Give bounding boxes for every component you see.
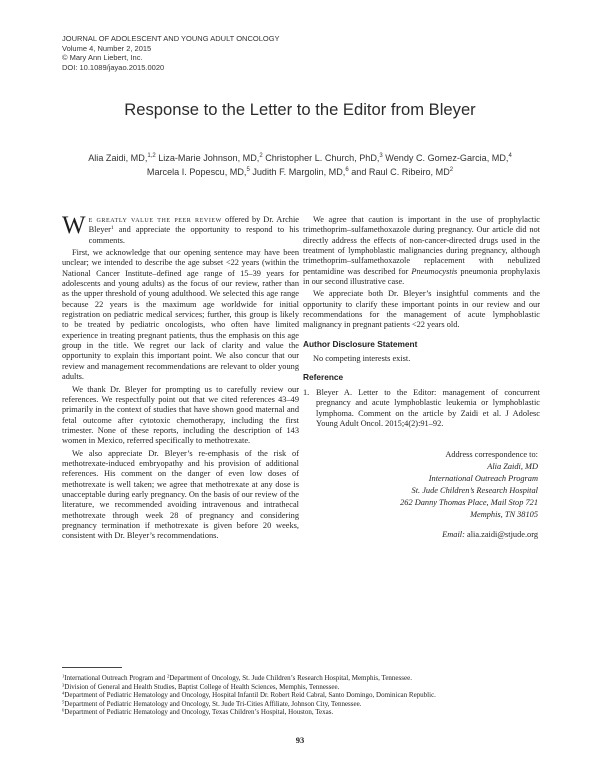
address-name: Alia Zaidi, MD bbox=[487, 462, 538, 472]
footnote-divider bbox=[62, 667, 122, 668]
references-heading: Reference bbox=[303, 372, 344, 383]
drop-cap: W bbox=[62, 212, 86, 239]
reference-item bbox=[303, 388, 540, 429]
footnote: $^5$Department of Pediatric Hematology and Oncology, St. Jude Tri-Cities Affiliate, Johnson City, Tennessee. bbox=[62, 699, 362, 708]
journal-doi: DOI: 10.1089/jayao.2015.0020 bbox=[62, 62, 165, 72]
author: Alia Zaidi, MD,$^{1,2}$ bbox=[88, 153, 156, 163]
page-number: 93 bbox=[295, 735, 305, 745]
author-list bbox=[60, 151, 540, 179]
reference-marker: 1 bbox=[110, 225, 114, 232]
reference-text: Bleyer A. Letter to the Editor: management of concurrent pregnancy and acute lymphoblastic leukemia or lymphoblastic lymphoma. Comment on the article by Zaidi et al. J Adolesc Young Adult Oncol. 2015;4(2):91–92. bbox=[316, 387, 540, 428]
email-link[interactable]: alia.zaidi@stjude.org bbox=[466, 529, 538, 539]
body-paragraph: We greatly value the peer review offered by Dr. Archie Bleyer$^1$ and appreciate the opportunity to respond to his comments. bbox=[62, 212, 300, 245]
author: Judith F. Margolin, MD,$^6$ bbox=[252, 167, 349, 177]
footnote: $^6$Department of Pediatric Hematology and Oncology, Texas Children’s Hospital, Houston, Texas. bbox=[62, 707, 334, 717]
reference-number: 1. bbox=[303, 387, 310, 397]
journal-volume: Volume 4, Number 2, 2015 bbox=[62, 43, 152, 53]
author: Wendy C. Gomez-Garcia, MD,$^4$ bbox=[385, 153, 512, 163]
body-column-left bbox=[62, 212, 300, 544]
address-street: 262 Danny Thomas Place, Mail Stop 721 bbox=[400, 498, 538, 508]
address-email-line bbox=[400, 529, 538, 541]
address-hospital: St. Jude Children’s Research Hospital bbox=[411, 486, 538, 496]
article-title: Response to the Letter to the Editor from Bleyer bbox=[124, 100, 476, 119]
footnote: $^4$Department of Pediatric Hematology and Oncology, Hospital Infantil Dr. Robert Reid Cabral, Santo Domingo, Dominican Republic. bbox=[62, 690, 436, 700]
disclosure-text: No competing interests exist. bbox=[313, 354, 411, 364]
journal-copyright: © Mary Ann Liebert, Inc. bbox=[62, 53, 143, 62]
address-city: Memphis, TN 38105 bbox=[470, 510, 538, 520]
address-program: International Outreach Program bbox=[428, 474, 538, 484]
email-label: Email: bbox=[442, 529, 465, 539]
body-paragraph: We appreciate both Dr. Bleyer’s insightful comments and the opportunity to clarify these important points in our review and our recommendations for the management of acute lymphoblastic malignancy in pregnant patients <22 years old. bbox=[303, 289, 540, 330]
author: and Raul C. Ribeiro, $MD^2$ bbox=[351, 167, 454, 177]
body-paragraph: We thank Dr. Bleyer for prompting us to carefully review our references. We respectfully point out that we cited references 43–49 primarily in the context of studies that have shown good maternal and fetal outcome after cytotoxic chemotherapy, including the first trimester. None of these reports, including the description of 143 women in Mexico, referred specifically to methotrexate. bbox=[62, 384, 299, 446]
body-paragraph: We agree that caution is important in the use of prophylactic trimethoprim–sulfamethoxazole during pregnancy. Our article did not directly address the effects of non-cancer-directed drugs used in the treatment of lymphoblastic malignancies during pregnancy, although trimethoprim–sulfamethoxazole replacement with nebulized pentamidine was described for Pneumocystis pneumonia prophylaxis in our second illustrative case. bbox=[303, 215, 540, 287]
disclosure-heading: Author Disclosure Statement bbox=[303, 338, 418, 349]
body-paragraph: First, we acknowledge that our opening sentence may have been unclear; we intended to describe the age subset <22 years (within the National Cancer Institute–defined age range of 15–39 years for adolescents and young adults) as the focus of our review, rather than as the upper threshold of young adulthood. We selected this age range because 22 years is the maximum age worldwide for initial registration on pediatric medical services; further, this group is likely to be treated by pediatric oncologists, who often have limited experience in treating pregnant patients, thus the emphasis on this age group in the title. We regret our lack of clarity and value the opportunity to explain this important point. We also concur that our review and management recommendations are relevant to older young adults. bbox=[62, 248, 299, 382]
author: Christopher L. Church, PhD,$^3$ bbox=[265, 153, 383, 163]
body-column-right bbox=[303, 215, 540, 429]
journal-name: JOURNAL OF ADOLESCENT AND YOUNG ADULT ONCOLOGY bbox=[62, 34, 280, 43]
journal-header bbox=[62, 34, 280, 72]
footnote: $^3$Division of General and Health Studies, Baptist College of Health Sciences, Memphis, Tennessee. bbox=[62, 682, 340, 691]
author: Liza-Marie Johnson, MD,$^2$ bbox=[158, 153, 263, 163]
body-paragraph: We also appreciate Dr. Bleyer’s re-emphasis of the risk of methotrexate-induced embryopathy and his provision of additional references. His comment on the danger of even low doses of methotrexate is well taken; we agree that methotrexate at any dose is unacceptable during early pregnancy. On the basis of our review of the literature, we recommended avoiding intravenous and intrathecal methotrexate through week 28 of pregnancy and considering pregnancy termination if methotrexate is given before 20 weeks, consistent with Dr. Bleyer’s recommendations. bbox=[62, 448, 299, 541]
footnote: $^1$International Outreach Program and $^2$Department of Oncology, St. Jude Children’s Research Hospital, Memphis, Tennessee. bbox=[62, 673, 412, 682]
author: Marcela I. Popescu, MD,$^5$ bbox=[146, 167, 250, 177]
address-label: Address correspondence to: bbox=[445, 450, 538, 459]
correspondence-address bbox=[400, 449, 538, 541]
affiliation-footnotes bbox=[62, 674, 542, 717]
